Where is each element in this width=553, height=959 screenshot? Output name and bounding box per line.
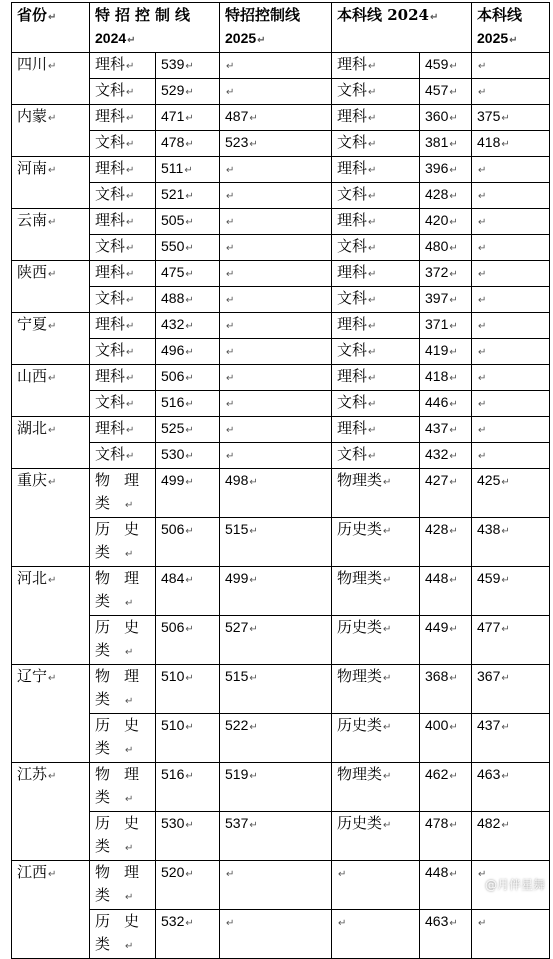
bk2024-cell: 432↵: [420, 443, 472, 469]
tz2024-cell: 496↵: [156, 339, 220, 365]
tz2025-cell: 523↵: [220, 131, 332, 157]
province-cell: 江苏↵: [12, 763, 90, 861]
tz2025-cell: ↵: [220, 209, 332, 235]
tz2024-cell: 484↵: [156, 567, 220, 616]
bk-track-cell: 文科↵: [332, 235, 420, 261]
tz2024-cell: 471↵: [156, 105, 220, 131]
province-cell: 内蒙↵: [12, 105, 90, 157]
bk-track-cell: 理科↵: [332, 209, 420, 235]
tz2024-cell: 475↵: [156, 261, 220, 287]
table-row: [12, 567, 550, 616]
bk-track-cell: 文科↵: [332, 131, 420, 157]
bk2024-cell: 449↵: [420, 616, 472, 665]
track-cell: 文科↵: [90, 287, 156, 313]
tz2025-cell: 527↵: [220, 616, 332, 665]
bk-track-cell: 理科↵: [332, 105, 420, 131]
track-cell: 文科↵: [90, 183, 156, 209]
tz2025-cell: ↵: [220, 157, 332, 183]
bk-track-cell: 文科↵: [332, 79, 420, 105]
bk2024-cell: 420↵: [420, 209, 472, 235]
province-cell: 山西↵: [12, 365, 90, 417]
bk2024-cell: 427↵: [420, 469, 472, 518]
bk2025-cell: ↵: [472, 53, 550, 79]
track-cell: 理科↵: [90, 365, 156, 391]
tz2024-cell: 510↵: [156, 665, 220, 714]
table-row: [12, 417, 550, 443]
tz2025-cell: 537↵: [220, 812, 332, 861]
tz2024-cell: 511↵: [156, 157, 220, 183]
bk-track-cell: 文科↵: [332, 391, 420, 417]
bk-track-cell: 理科↵: [332, 313, 420, 339]
bk-track-cell: 理科↵: [332, 365, 420, 391]
bk2024-cell: 428↵: [420, 518, 472, 567]
table-row: [12, 339, 550, 365]
bk2025-cell: 459↵: [472, 567, 550, 616]
tz2025-cell: ↵: [220, 910, 332, 959]
tz2024-cell: 520↵: [156, 861, 220, 910]
table-row: [12, 812, 550, 861]
table-row: [12, 861, 550, 910]
province-cell: 辽宁↵: [12, 665, 90, 763]
bk2025-cell: ↵: [472, 313, 550, 339]
table-row: [12, 131, 550, 157]
tz2024-cell: 488↵: [156, 287, 220, 313]
bk2025-cell: 437↵: [472, 714, 550, 763]
bk-track-cell: 历史类↵: [332, 616, 420, 665]
tz2024-cell: 505↵: [156, 209, 220, 235]
bk2024-cell: 463↵: [420, 910, 472, 959]
tz2024-cell: 539↵: [156, 53, 220, 79]
tz2024-cell: 550↵: [156, 235, 220, 261]
province-cell: 湖北↵: [12, 417, 90, 469]
table-row: [12, 443, 550, 469]
bk2024-cell: 396↵: [420, 157, 472, 183]
bk-track-cell: 文科↵: [332, 339, 420, 365]
track-cell: 文科↵: [90, 443, 156, 469]
bk-track-cell: 历史类↵: [332, 812, 420, 861]
tz2024-cell: 525↵: [156, 417, 220, 443]
province-cell: 河南↵: [12, 157, 90, 209]
watermark: @月伴星舞: [484, 878, 545, 892]
tz2025-cell: ↵: [220, 391, 332, 417]
province-cell: 宁夏↵: [12, 313, 90, 365]
table-row: [12, 616, 550, 665]
bk2024-cell: 360↵: [420, 105, 472, 131]
track-cell: 物理类↵: [90, 861, 156, 910]
bk2025-cell: ↵: [472, 79, 550, 105]
track-cell: 理科↵: [90, 261, 156, 287]
bk2025-cell: ↵: [472, 443, 550, 469]
track-cell: 历史类↵: [90, 714, 156, 763]
tz2024-cell: 499↵: [156, 469, 220, 518]
tz2024-cell: 510↵: [156, 714, 220, 763]
bk-track-cell: 物理类↵: [332, 469, 420, 518]
track-cell: 理科↵: [90, 209, 156, 235]
province-cell: 陕西↵: [12, 261, 90, 313]
bk-track-cell: 文科↵: [332, 183, 420, 209]
tz2024-cell: 506↵: [156, 365, 220, 391]
bk-track-cell: 理科↵: [332, 417, 420, 443]
tz2024-cell: 432↵: [156, 313, 220, 339]
table-row: [12, 714, 550, 763]
tz2024-cell: 521↵: [156, 183, 220, 209]
tz2025-cell: 522↵: [220, 714, 332, 763]
table-row: [12, 53, 550, 79]
bk2025-cell: 425↵: [472, 469, 550, 518]
tz2025-cell: ↵: [220, 287, 332, 313]
table-row: [12, 261, 550, 287]
bk2024-cell: 446↵: [420, 391, 472, 417]
table-body: [12, 53, 550, 959]
bk2025-cell: 463↵: [472, 763, 550, 812]
tz2024-cell: 532↵: [156, 910, 220, 959]
bk-track-cell: ↵: [332, 861, 420, 910]
bk2025-cell: ↵: [472, 391, 550, 417]
bk2024-cell: 478↵: [420, 812, 472, 861]
table-row: [12, 157, 550, 183]
bk2025-cell: 482↵: [472, 812, 550, 861]
tz2024-cell: 530↵: [156, 443, 220, 469]
table-row: [12, 287, 550, 313]
tz2025-cell: ↵: [220, 443, 332, 469]
bk2024-cell: 419↵: [420, 339, 472, 365]
bk2024-cell: 371↵: [420, 313, 472, 339]
bk2025-cell: 418↵: [472, 131, 550, 157]
tz2024-cell: 516↵: [156, 763, 220, 812]
table-row: [12, 518, 550, 567]
header-bk2024: 本科线 2024↵: [332, 3, 472, 53]
bk2025-cell: ↵: [472, 209, 550, 235]
track-cell: 物理类↵: [90, 469, 156, 518]
admission-score-table: [11, 2, 550, 959]
tz2025-cell: ↵: [220, 261, 332, 287]
header-tz2024: 特招控制线 2024↵: [90, 3, 220, 53]
province-cell: 江西↵: [12, 861, 90, 959]
bk2024-cell: 448↵: [420, 861, 472, 910]
header-row: [12, 3, 550, 53]
province-cell: 河北↵: [12, 567, 90, 665]
province-cell: 云南↵: [12, 209, 90, 261]
table-row: [12, 763, 550, 812]
bk2025-cell: ↵: [472, 910, 550, 959]
bk-track-cell: 文科↵: [332, 443, 420, 469]
tz2025-cell: 515↵: [220, 518, 332, 567]
header-bk2025: 本科线 2025↵: [472, 3, 550, 53]
bk-track-cell: 理科↵: [332, 157, 420, 183]
tz2025-cell: ↵: [220, 235, 332, 261]
tz2024-cell: 506↵: [156, 616, 220, 665]
bk2024-cell: 381↵: [420, 131, 472, 157]
track-cell: 物理类↵: [90, 665, 156, 714]
tz2025-cell: 487↵: [220, 105, 332, 131]
bk2025-cell: ↵: [472, 157, 550, 183]
track-cell: 文科↵: [90, 235, 156, 261]
tz2024-cell: 529↵: [156, 79, 220, 105]
bk-track-cell: 历史类↵: [332, 714, 420, 763]
bk2025-cell: ↵: [472, 339, 550, 365]
bk-track-cell: ↵: [332, 910, 420, 959]
table-row: [12, 209, 550, 235]
track-cell: 历史类↵: [90, 812, 156, 861]
tz2025-cell: ↵: [220, 313, 332, 339]
table-row: [12, 105, 550, 131]
bk2024-cell: 400↵: [420, 714, 472, 763]
bk2025-cell: ↵: [472, 417, 550, 443]
bk-track-cell: 物理类↵: [332, 665, 420, 714]
tz2024-cell: 478↵: [156, 131, 220, 157]
bk-track-cell: 理科↵: [332, 261, 420, 287]
table-row: [12, 365, 550, 391]
tz2025-cell: ↵: [220, 417, 332, 443]
province-cell: 重庆↵: [12, 469, 90, 567]
bk-track-cell: 物理类↵: [332, 567, 420, 616]
table-row: [12, 665, 550, 714]
track-cell: 文科↵: [90, 339, 156, 365]
bk-track-cell: 历史类↵: [332, 518, 420, 567]
track-cell: 物理类↵: [90, 763, 156, 812]
track-cell: 理科↵: [90, 313, 156, 339]
bk-track-cell: 文科↵: [332, 287, 420, 313]
track-cell: 理科↵: [90, 105, 156, 131]
tz2024-cell: 530↵: [156, 812, 220, 861]
tz2024-cell: 516↵: [156, 391, 220, 417]
tz2024-cell: 506↵: [156, 518, 220, 567]
table-row: [12, 183, 550, 209]
bk2025-cell: 477↵: [472, 616, 550, 665]
bk2024-cell: 418↵: [420, 365, 472, 391]
bk-track-cell: 理科↵: [332, 53, 420, 79]
track-cell: 历史类↵: [90, 910, 156, 959]
bk2024-cell: 397↵: [420, 287, 472, 313]
track-cell: 理科↵: [90, 417, 156, 443]
bk-track-cell: 物理类↵: [332, 763, 420, 812]
track-cell: 文科↵: [90, 391, 156, 417]
bk2025-cell: ↵: [472, 287, 550, 313]
header-tz2025: 特招控制线 2025↵: [220, 3, 332, 53]
tz2025-cell: 515↵: [220, 665, 332, 714]
table-row: [12, 910, 550, 959]
track-cell: 文科↵: [90, 79, 156, 105]
bk2024-cell: 428↵: [420, 183, 472, 209]
bk2025-cell: ↵: [472, 261, 550, 287]
table-row: [12, 313, 550, 339]
bk2025-cell: ↵: [472, 235, 550, 261]
header-province: 省份↵: [12, 3, 90, 53]
tz2025-cell: 519↵: [220, 763, 332, 812]
bk2024-cell: 459↵: [420, 53, 472, 79]
bk2025-cell: 367↵: [472, 665, 550, 714]
track-cell: 历史类↵: [90, 616, 156, 665]
tz2025-cell: 499↵: [220, 567, 332, 616]
tz2025-cell: ↵: [220, 339, 332, 365]
table-row: [12, 469, 550, 518]
track-cell: 历史类↵: [90, 518, 156, 567]
bk2025-cell: 375↵: [472, 105, 550, 131]
bk2024-cell: 372↵: [420, 261, 472, 287]
bk2025-cell: 438↵: [472, 518, 550, 567]
bk2024-cell: 437↵: [420, 417, 472, 443]
table-row: [12, 235, 550, 261]
tz2025-cell: ↵: [220, 53, 332, 79]
bk2025-cell: ↵: [472, 861, 550, 910]
track-cell: 文科↵: [90, 131, 156, 157]
province-cell: 四川↵: [12, 53, 90, 105]
track-cell: 理科↵: [90, 53, 156, 79]
bk2024-cell: 448↵: [420, 567, 472, 616]
bk2024-cell: 457↵: [420, 79, 472, 105]
bk2024-cell: 462↵: [420, 763, 472, 812]
tz2025-cell: 498↵: [220, 469, 332, 518]
bk2025-cell: ↵: [472, 365, 550, 391]
track-cell: 物理类↵: [90, 567, 156, 616]
tz2025-cell: ↵: [220, 79, 332, 105]
bk2025-cell: ↵: [472, 183, 550, 209]
tz2025-cell: ↵: [220, 861, 332, 910]
tz2025-cell: ↵: [220, 183, 332, 209]
table-row: [12, 79, 550, 105]
tz2025-cell: ↵: [220, 365, 332, 391]
track-cell: 理科↵: [90, 157, 156, 183]
bk2024-cell: 480↵: [420, 235, 472, 261]
table-row: [12, 391, 550, 417]
bk2024-cell: 368↵: [420, 665, 472, 714]
